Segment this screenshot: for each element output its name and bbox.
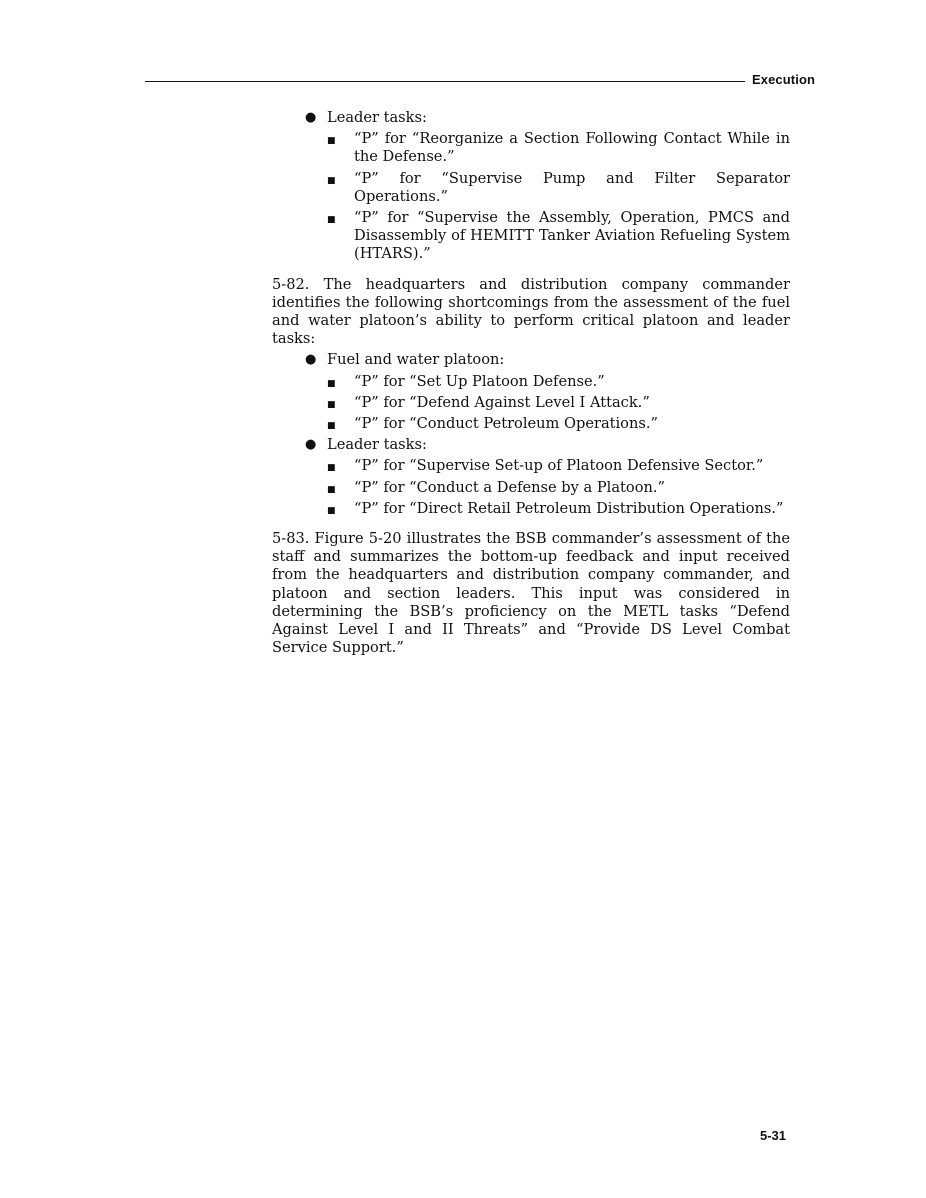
list-item-text: “P” for “Reorganize a Section Following Contact While in the Defense.” <box>354 130 790 166</box>
square-bullet-icon: ■ <box>327 505 336 516</box>
list-item <box>272 415 790 433</box>
list-item <box>272 373 790 391</box>
square-bullet-icon: ■ <box>327 215 336 226</box>
square-bullet-icon: ■ <box>327 484 336 495</box>
header-rule <box>145 81 745 82</box>
page-number: 5-31 <box>760 1128 787 1143</box>
list-item-text: “P” for “Conduct Petroleum Operations.” <box>354 415 658 433</box>
list-item-text: “P” for “Supervise Set-up of Platoon Defensive Sector.” <box>354 457 764 475</box>
paragraph-5-83: 5-83. Figure 5-20 illustrates the BSB commander’s assessment of the staff and summarizes the bottom-up feedback and input received from the headquarters and distribution company commander, and platoon and section leaders. This input was considered in determining the BSB’s proficiency on the METL tasks “Defend Against Level I and II Threats” and “Provide DS Level Combat Service Support.” <box>272 530 790 657</box>
square-bullet-icon: ■ <box>327 378 336 389</box>
list-item <box>272 170 790 206</box>
list-heading-label: Fuel and water platoon: <box>327 351 505 369</box>
list-item-text: “P” for “Conduct a Defense by a Platoon.” <box>354 478 665 496</box>
round-bullet-icon: ● <box>305 110 317 125</box>
page-content <box>272 109 790 657</box>
square-bullet-icon: ■ <box>327 421 336 432</box>
list-item <box>272 457 790 475</box>
list-heading-label: Leader tasks: <box>327 109 427 126</box>
list-item-text: “P” for “Defend Against Level I Attack.” <box>354 393 650 411</box>
paragraph-5-82: 5-82. The headquarters and distribution company commander identifies the following shortcomings from the assessment of the fuel and water platoon’s ability to perform critical platoon and leader tasks: <box>272 275 790 348</box>
list-item-text: “P” for “Supervise Pump and Filter Separator Operations.” <box>354 169 790 205</box>
list-heading-label: Leader tasks: <box>327 436 427 454</box>
list-heading-leader-tasks <box>272 109 790 127</box>
list-item <box>272 394 790 412</box>
square-bullet-icon: ■ <box>327 399 336 410</box>
list-heading-leader-tasks <box>272 436 790 454</box>
section-title: Execution <box>752 72 816 87</box>
list-item-text: “P” for “Set Up Platoon Defense.” <box>354 372 605 390</box>
square-bullet-icon: ■ <box>327 463 336 474</box>
round-bullet-icon: ● <box>305 437 317 453</box>
square-bullet-icon: ■ <box>327 175 336 186</box>
round-bullet-icon: ● <box>305 352 317 368</box>
list-item <box>272 500 790 518</box>
square-bullet-icon: ■ <box>327 136 336 147</box>
list-item <box>272 130 790 166</box>
list-item <box>272 479 790 497</box>
list-item-text: “P” for “Direct Retail Petroleum Distribution Operations.” <box>354 499 784 517</box>
list-heading-fuel-water-platoon <box>272 351 790 369</box>
list-item <box>272 209 790 264</box>
list-item-text: “P” for “Supervise the Assembly, Operation, PMCS and Disassembly of HEMITT Tanker Aviation Refueling System (HTARS).” <box>354 209 790 263</box>
